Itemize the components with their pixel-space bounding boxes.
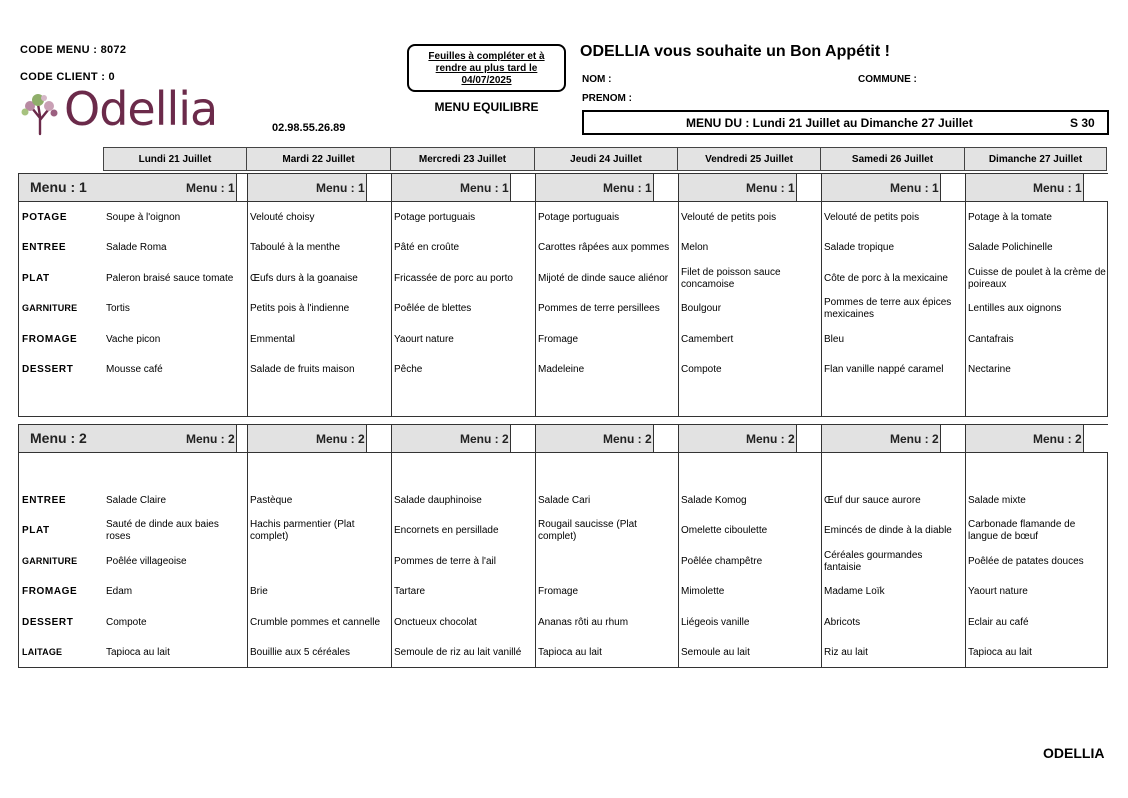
day-menu-label: Menu : 1 — [890, 181, 939, 195]
dish-cell: Soupe à l'oignon — [106, 212, 181, 223]
dish-cell: Yaourt nature — [394, 334, 454, 345]
dish-cell: Brie — [250, 586, 268, 597]
dish-cell: Compote — [106, 617, 147, 628]
dish-cell: Compote — [681, 364, 722, 375]
dish-cell: Pommes de terre à l'ail — [394, 556, 496, 567]
dish-cell: Côte de porc à la mexicaine — [824, 273, 948, 284]
day-menu-label: Menu : 1 — [316, 181, 365, 195]
dish-cell: Carbonade flamande de langue de bœuf — [968, 519, 1076, 542]
dish-cell: Sauté de dinde aux baies roses — [106, 519, 219, 542]
dish-cell — [538, 548, 676, 576]
dish-cell: Ananas rôti au rhum — [538, 617, 629, 628]
dish-cell: Salade mixte — [968, 495, 1026, 506]
course-label: ENTREE — [22, 242, 67, 253]
dish-cell: Poêlée champêtre — [681, 556, 763, 567]
dish-cell: Mousse café — [106, 364, 163, 375]
menu-2-block — [18, 424, 1108, 668]
dish-cell: Madeleine — [538, 364, 585, 375]
dish-cell: Mimolette — [681, 586, 725, 597]
course-label: GARNITURE — [22, 556, 78, 566]
day-header: Jeudi 24 Juillet — [534, 147, 678, 171]
dish-cell: Salade Roma — [106, 242, 167, 253]
nom-label: NOM : — [582, 74, 612, 85]
dish-cell: Emmental — [250, 334, 296, 345]
dish-cell: Velouté de petits pois — [681, 212, 777, 223]
dish-cell: Flan vanille nappé caramel — [824, 364, 944, 375]
menu-section-header — [19, 425, 1107, 453]
dish-cell: Fricassée de porc au porto — [394, 273, 513, 284]
dish-cell: Rougail saucisse (Plat complet) — [538, 519, 637, 542]
dish-cell — [250, 548, 388, 576]
dish-cell: Boulgour — [681, 303, 722, 314]
day-header: Lundi 21 Juillet — [103, 147, 247, 171]
menu-type: MENU EQUILIBRE — [434, 100, 539, 114]
commune-label: COMMUNE : — [858, 74, 917, 85]
odellia-logo — [18, 82, 250, 138]
greeting-title: ODELLIA vous souhaite un Bon Appétit ! — [580, 43, 890, 60]
dish-cell: Œuf dur sauce aurore — [824, 495, 921, 506]
course-label: DESSERT — [22, 617, 74, 628]
day-menu-label: Menu : 1 — [603, 181, 652, 195]
dish-cell: Cuisse de poulet à la crème de poireaux — [968, 267, 1106, 290]
day-menu-label: Menu : 2 — [316, 432, 365, 446]
dish-cell: Potage à la tomate — [968, 212, 1052, 223]
dish-cell: Bleu — [824, 334, 845, 345]
menu-title: Menu : 1 — [30, 179, 87, 195]
day-header: Samedi 26 Juillet — [820, 147, 965, 171]
dish-cell: Camembert — [681, 334, 734, 345]
course-label: POTAGE — [22, 212, 68, 223]
day-menu-label: Menu : 1 — [746, 181, 795, 195]
day-menu-label: Menu : 1 — [460, 181, 509, 195]
day-menu-label: Menu : 2 — [890, 432, 939, 446]
course-label: PLAT — [22, 525, 50, 536]
day-menu-label: Menu : 1 — [186, 181, 235, 195]
dish-cell: Poêlée de patates douces — [968, 556, 1084, 567]
day-header: Mardi 22 Juillet — [246, 147, 391, 171]
dish-cell: Salade Cari — [538, 495, 591, 506]
dish-cell: Mijoté de dinde sauce aliénor — [538, 273, 669, 284]
dish-cell: Pêche — [394, 364, 423, 375]
dish-cell: Poêlée de blettes — [394, 303, 472, 314]
dish-cell: Velouté choisy — [250, 212, 315, 223]
dish-cell: Salade de fruits maison — [250, 364, 355, 375]
dish-cell: Tartare — [394, 586, 426, 597]
dish-cell: Encornets en persillade — [394, 525, 499, 536]
dish-cell: Salade tropique — [824, 242, 895, 253]
dish-cell: Bouillie aux 5 céréales — [250, 647, 351, 658]
logo-text: Odellia — [64, 82, 218, 136]
dish-cell: Nectarine — [968, 364, 1011, 375]
dish-cell: Potage portuguais — [394, 212, 476, 223]
dish-cell: Céréales gourmandes fantaisie — [824, 550, 923, 573]
dish-cell: Cantafrais — [968, 334, 1014, 345]
course-label: LAITAGE — [22, 647, 63, 657]
menu-1-block — [18, 173, 1108, 417]
day-menu-label: Menu : 2 — [186, 432, 235, 446]
footer-brand: ODELLIA — [1043, 745, 1105, 761]
dish-cell: Potage portuguais — [538, 212, 620, 223]
dish-cell: Lentilles aux oignons — [968, 303, 1062, 314]
menu-section-header — [19, 174, 1107, 202]
dish-cell: Yaourt nature — [968, 586, 1028, 597]
dish-cell: Pommes de terre persillees — [538, 303, 660, 314]
dish-cell: Emincés de dinde à la diable — [824, 525, 952, 536]
dish-cell: Liégeois vanille — [681, 617, 750, 628]
dish-cell: Tapioca au lait — [538, 647, 602, 658]
course-label: DESSERT — [22, 364, 74, 375]
dish-cell: Riz au lait — [824, 647, 868, 658]
dish-cell: Poêlée villageoise — [106, 556, 187, 567]
dish-cell: Salade Polichinelle — [968, 242, 1053, 253]
code-client: CODE CLIENT : 0 — [20, 71, 115, 83]
deadline-notice: Feuilles à compléter et à rendre au plus tard le 04/07/2025 — [407, 44, 566, 92]
dish-cell: Tortis — [106, 303, 130, 314]
dish-cell: Pâté en croûte — [394, 242, 460, 253]
dish-cell: Semoule de riz au lait vanillé — [394, 647, 522, 658]
dish-cell: Carottes râpées aux pommes — [538, 242, 670, 253]
week-number: S 30 — [1070, 116, 1095, 130]
course-label: FROMAGE — [22, 586, 78, 597]
dish-cell: Paleron braisé sauce tomate — [106, 273, 234, 284]
dish-cell: Melon — [681, 242, 709, 253]
day-header: Dimanche 27 Juillet — [964, 147, 1107, 171]
dish-cell: Taboulé à la menthe — [250, 242, 341, 253]
course-label: PLAT — [22, 273, 50, 284]
menu-range-box — [582, 110, 1109, 135]
code-menu: CODE MENU : 8072 — [20, 44, 127, 56]
day-menu-label: Menu : 1 — [1033, 181, 1082, 195]
dish-cell: Tapioca au lait — [106, 647, 170, 658]
day-menu-label: Menu : 2 — [746, 432, 795, 446]
dish-cell: Petits pois à l'indienne — [250, 303, 350, 314]
dish-cell: Onctueux chocolat — [394, 617, 477, 628]
dish-cell: Fromage — [538, 586, 579, 597]
course-label: GARNITURE — [22, 303, 78, 313]
dish-cell: Edam — [106, 586, 133, 597]
dish-cell: Fromage — [538, 334, 579, 345]
dish-cell: Salade Claire — [106, 495, 167, 506]
dish-cell: Madame Loïk — [824, 586, 885, 597]
menu-title: Menu : 2 — [30, 430, 87, 446]
course-label: ENTREE — [22, 495, 67, 506]
day-header: Mercredi 23 Juillet — [390, 147, 535, 171]
day-menu-label: Menu : 2 — [1033, 432, 1082, 446]
dish-cell: Pommes de terre aux épices mexicaines — [824, 297, 952, 320]
day-menu-label: Menu : 2 — [460, 432, 509, 446]
dish-cell: Eclair au café — [968, 617, 1029, 628]
dish-cell: Filet de poisson sauce concamoise — [681, 267, 781, 290]
dish-cell: Tapioca au lait — [968, 647, 1032, 658]
dish-cell: Pastèque — [250, 495, 293, 506]
course-label: FROMAGE — [22, 334, 78, 345]
day-menu-label: Menu : 2 — [603, 432, 652, 446]
dish-cell: Abricots — [824, 617, 861, 628]
dish-cell: Salade dauphinoise — [394, 495, 482, 506]
prenom-label: PRENOM : — [582, 93, 632, 104]
dish-cell: Crumble pommes et cannelle — [250, 617, 381, 628]
dish-cell: Vache picon — [106, 334, 161, 345]
dish-cell: Omelette ciboulette — [681, 525, 768, 536]
menu-range: MENU DU : Lundi 21 Juillet au Dimanche 27 Juillet — [686, 116, 973, 130]
phone-number: 02.98.55.26.89 — [272, 122, 346, 134]
day-header: Vendredi 25 Juillet — [677, 147, 821, 171]
dish-cell: Œufs durs à la goanaise — [250, 273, 358, 284]
dish-cell: Hachis parmentier (Plat complet) — [250, 519, 355, 542]
dish-cell: Salade Komog — [681, 495, 747, 506]
dish-cell: Semoule au lait — [681, 647, 750, 658]
dish-cell: Velouté de petits pois — [824, 212, 920, 223]
